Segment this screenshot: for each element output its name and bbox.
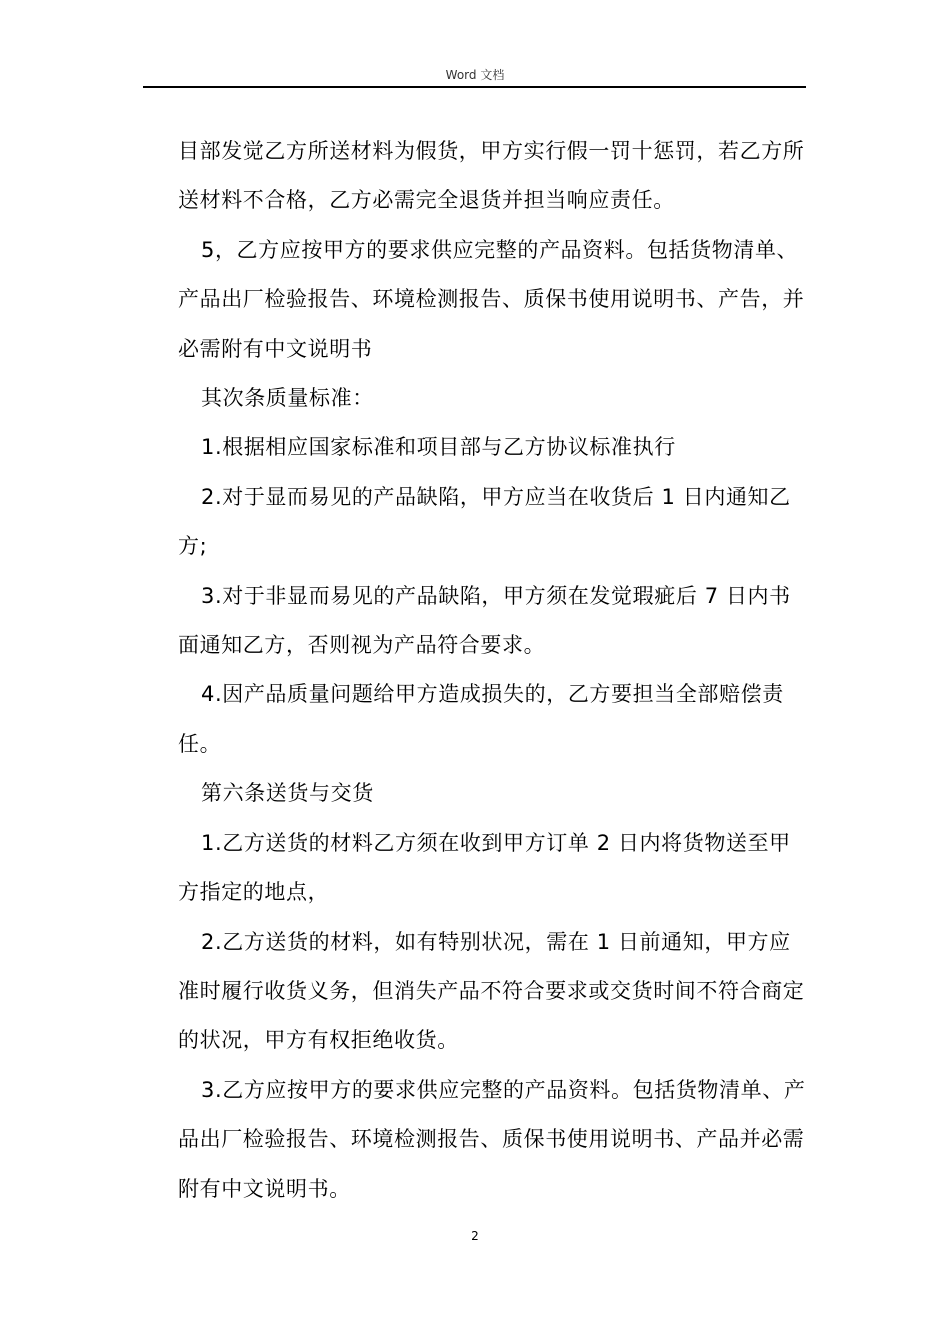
paragraph-quality-3: 3.对于非显而易见的产品缺陷，甲方须在发觉瑕疵后 7 日内书面通知乙方，否则视为产品符合要求。 xyxy=(178,583,791,658)
paragraph-delivery-2: 2.乙方送货的材料，如有特别状况，需在 1 日前通知，甲方应准时履行收货义务，但消失产品不符合要求或交货时间不符合商定的状况，甲方有权拒绝收货。 xyxy=(178,929,805,1053)
page-number: 2 xyxy=(471,1229,479,1243)
paragraph-2: 5，乙方应按甲方的要求供应完整的产品资料。包括货物清单、产品出厂检验报告、环境检测报告、质保书使用说明书、产告，并必需附有中文说明书 xyxy=(178,237,805,361)
paragraph-quality-2: 2.对于显而易见的产品缺陷，甲方应当在收货后 1 日内通知乙方; xyxy=(178,484,791,559)
page-header: Word 文档 xyxy=(445,68,505,82)
paragraph-quality-1: 1.根据相应国家标准和项目部与乙方协议标准执行 xyxy=(201,435,676,460)
paragraph-1: 目部发觉乙方所送材料为假货，甲方实行假一罚十惩罚，若乙方所送材料不合格，乙方必需完全退货并担当响应责任。 xyxy=(178,139,805,213)
paragraph-delivery-1: 1.乙方送货的材料乙方须在收到甲方订单 2 日内将货物送至甲方指定的地点， xyxy=(178,830,791,905)
section-heading-quality: 其次条质量标准： xyxy=(201,386,374,411)
paragraph-delivery-3: 3.乙方应按甲方的要求供应完整的产品资料。包括货物清单、产品出厂检验报告、环境检测报告、质保书使用说明书、产品并必需附有中文说明书。 xyxy=(178,1077,806,1201)
document-body xyxy=(178,127,808,1214)
section-heading-delivery: 第六条送货与交货 xyxy=(201,781,374,806)
paragraph-quality-4: 4.因产品质量问题给甲方造成损失的，乙方要担当全部赔偿责任。 xyxy=(178,682,784,756)
header-rule xyxy=(143,86,806,88)
